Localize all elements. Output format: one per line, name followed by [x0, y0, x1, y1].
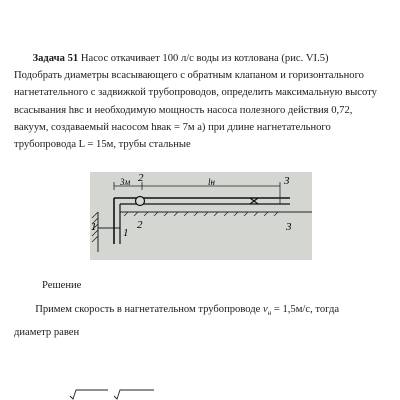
- label-2-bottom: 2: [137, 219, 143, 231]
- velocity-symbol: [263, 304, 272, 318]
- solution-text-prefix: Примем скорость в нагнетательном трубопроводе: [35, 304, 264, 315]
- label-3-bottom: 3: [286, 221, 292, 233]
- task-line-2: Подобрать диаметры всасывающего с обратным клапаном и горизонтального: [14, 70, 364, 82]
- task-line-6: трубопровода L = 15м, трубы стальные: [14, 139, 191, 151]
- task-line-5: вакуум, создаваемый насосом hвак = 7м а) при длине нагнетательного: [14, 121, 331, 133]
- label-3m: 3м: [120, 177, 131, 187]
- task-line-4: всасывания hвс и необходимую мощность насоса полезного действия 0,72,: [14, 104, 353, 116]
- task-line-3: нагнетательного с задвижкой трубопроводов, определить максимальную высоту: [14, 87, 377, 99]
- label-ln: lн: [208, 177, 215, 187]
- label-1-right: 1: [123, 227, 129, 239]
- solution-text-suffix: = 1,5м/с, тогда: [271, 304, 340, 315]
- task-line-1: [14, 50, 388, 67]
- velocity-sub: н: [267, 309, 272, 318]
- task-paragraph: [14, 50, 388, 153]
- ground-hatch: [124, 212, 278, 216]
- solution-paragraph: [14, 300, 388, 342]
- solution-heading: Решение: [42, 280, 82, 291]
- gate-valve-symbol: [250, 198, 258, 204]
- task-text-1: Насос откачивает 100 л/с воды из котлована (рис. VI.5): [80, 53, 329, 64]
- label-1-left: 1: [91, 221, 97, 233]
- solution-line-2: диаметр равен: [14, 327, 80, 339]
- formula-radicals: [68, 386, 188, 400]
- pump-symbol: [136, 197, 145, 206]
- velocity-var: v: [263, 304, 268, 315]
- pump-diagram-figure: [90, 172, 312, 260]
- solution-line-1: [14, 300, 388, 323]
- pump-diagram-svg: [90, 172, 312, 260]
- label-3-top: 3: [284, 175, 290, 187]
- label-2-top: 2: [138, 172, 144, 184]
- formula-fragment: [68, 386, 188, 400]
- task-label: Задача 51: [32, 53, 79, 64]
